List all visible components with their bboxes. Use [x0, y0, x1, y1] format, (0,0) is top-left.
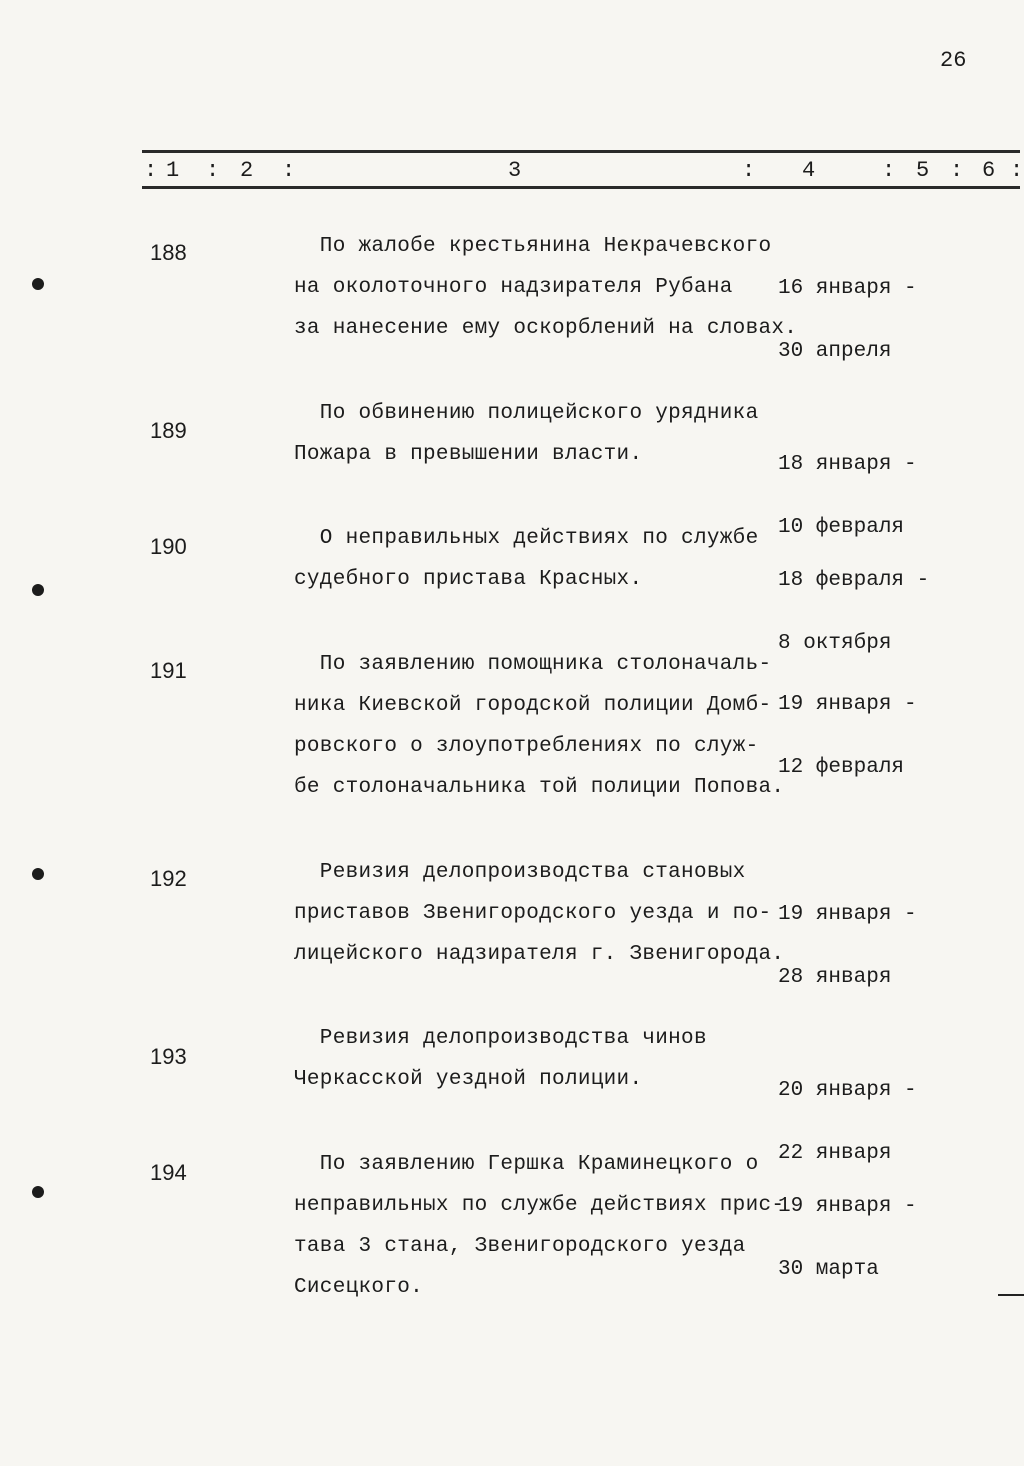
entry-text-line: ника Киевской городской полиции Домб- — [294, 694, 772, 717]
entry-text-line: бе столоначальника той полиции Попова. — [294, 776, 785, 799]
binder-hole-mark — [32, 584, 44, 596]
date-to: 22 января — [778, 1142, 892, 1165]
date-to: 30 марта — [778, 1258, 879, 1281]
entry-number: 190 — [150, 534, 187, 559]
entry-dates — [778, 862, 1018, 1030]
entry-number: 192 — [150, 866, 187, 891]
column-4-label: 4 — [802, 158, 816, 183]
binder-hole-mark — [32, 1186, 44, 1198]
entry-number: 191 — [150, 658, 187, 683]
entry-number: 193 — [150, 1044, 187, 1069]
entry-text-line: Сисецкого. — [294, 1276, 424, 1299]
entry-description — [294, 1018, 794, 1100]
column-1-label: 1 — [166, 158, 180, 183]
entry-text-line: лицейского надзирателя г. Звенигорода. — [294, 943, 785, 966]
date-from: 19 января - — [778, 903, 917, 926]
date-from: 20 января - — [778, 1079, 917, 1102]
binder-hole-mark — [32, 278, 44, 290]
date-from: 19 января - — [778, 693, 917, 716]
column-3-label: 3 — [508, 158, 522, 183]
column-separator: : — [282, 158, 296, 183]
date-to: 30 апреля — [778, 340, 892, 363]
column-separator: : — [206, 158, 220, 183]
entry-text-line: неправильных по службе действиях прис- — [294, 1194, 785, 1217]
date-from: 18 января - — [778, 453, 917, 476]
page-number: 26 — [940, 48, 967, 73]
entry-description — [294, 852, 794, 975]
entry-text-line: тава 3 стана, Звенигородского уезда — [294, 1235, 746, 1258]
date-to: 10 февраля — [778, 516, 905, 539]
column-5-label: 5 — [916, 158, 930, 183]
entry-dates — [778, 1154, 1018, 1322]
date-to: 28 января — [778, 966, 892, 989]
entry-text-line: приставов Звенигородского уезда и по- — [294, 902, 772, 925]
header-top-rule — [142, 150, 1020, 153]
entry-text-line: судебного пристава Красных. — [294, 568, 643, 591]
header-bottom-rule — [142, 186, 1020, 189]
entry-description — [294, 644, 794, 808]
column-separator: : — [1010, 158, 1024, 183]
column-2-label: 2 — [240, 158, 254, 183]
entry-dates — [778, 652, 1018, 820]
margin-mark — [998, 1294, 1024, 1296]
entry-text-line: ровского о злоупотреблениях по служ- — [294, 735, 759, 758]
entry-text-line: на околоточного надзирателя Рубана — [294, 276, 733, 299]
entry-text-line: за нанесение ему оскорблений на словах. — [294, 317, 798, 340]
entry-description — [294, 518, 794, 600]
entry-text-line: Ревизия делопроизводства становых — [294, 861, 746, 884]
column-separator: : — [950, 158, 964, 183]
binder-hole-mark — [32, 868, 44, 880]
date-from: 19 января - — [778, 1195, 917, 1218]
entry-text-line: По заявлению Гершка Краминецкого о — [294, 1153, 759, 1176]
column-separator: : — [742, 158, 756, 183]
column-header-row — [0, 158, 1024, 186]
date-to: 8 октября — [778, 632, 892, 655]
date-from: 16 января - — [778, 277, 917, 300]
column-separator: : — [144, 158, 158, 183]
entry-description — [294, 1144, 794, 1308]
date-to: 12 февраля — [778, 756, 905, 779]
entry-description — [294, 226, 798, 349]
entry-text-line: По жалобе крестьянина Некрачевского — [294, 235, 772, 258]
entry-text-line: Пожара в превышении власти. — [294, 443, 643, 466]
column-separator: : — [882, 158, 896, 183]
date-from: 18 февраля - — [778, 569, 930, 592]
entry-text-line: По заявлению помощника столоначаль- — [294, 653, 772, 676]
entry-text-line: Ревизия делопроизводства чинов — [294, 1027, 707, 1050]
entry-dates — [778, 236, 1018, 404]
entry-description — [294, 393, 794, 475]
entry-number: 189 — [150, 418, 187, 443]
entry-number: 188 — [150, 240, 187, 265]
entry-text-line: Черкасской уездной полиции. — [294, 1068, 643, 1091]
entry-number: 194 — [150, 1160, 187, 1185]
entry-text-line: По обвинению полицейского урядника — [294, 402, 759, 425]
column-6-label: 6 — [982, 158, 996, 183]
entry-text-line: О неправильных действиях по службе — [294, 527, 759, 550]
